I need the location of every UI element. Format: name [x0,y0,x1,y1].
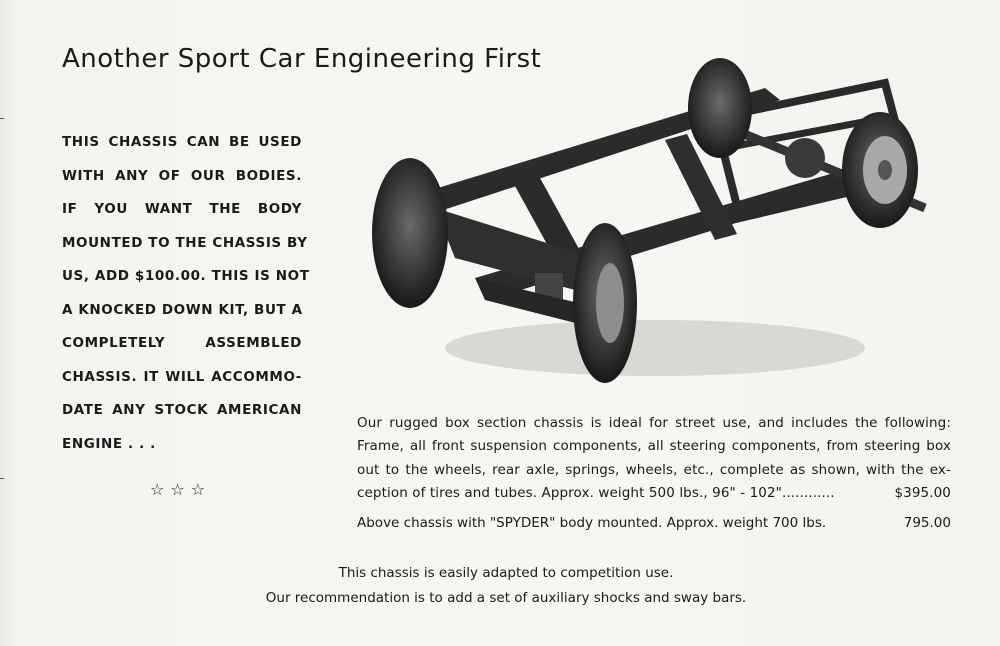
description-line: Frame, all front suspension components, all steering components, from steering box [357,438,951,455]
chassis-price: $395.00 [894,485,951,502]
spyder-option [357,515,951,531]
intro-paragraph [62,126,310,461]
description-price-line [357,482,951,505]
spyder-price: 795.00 [903,515,951,531]
intro-line: A KNOCKED DOWN KIT, BUT A [62,301,303,318]
description-line: ception of tires and tubes. Approx. weight 500 lbs., 96" - 102"............ [357,485,835,502]
intro-line: IF YOU WANT THE BODY [62,201,302,217]
intro-line: WITH ANY OF OUR BODIES. [62,167,302,184]
intro-line: DATE ANY STOCK AMERICAN [62,402,302,418]
rear-left-wheel [688,58,752,158]
chassis-photo [365,48,945,393]
description-paragraph [357,412,951,506]
edge-mark [0,118,4,119]
star-ornament: ☆☆☆ [150,480,212,499]
footer-note: This chassis is easily adapted to competition use. [338,565,674,581]
intro-line: CHASSIS. IT WILL ACCOMMO- [62,368,302,385]
footer-note: Our recommendation is to add a set of auxiliary shocks and sway bars. [265,590,747,606]
edge-mark [0,478,4,479]
description-line: Our rugged box section chassis is ideal for street use, and includes the following: [357,415,951,431]
page-title: Another Sport Car Engineering First [62,44,542,74]
front-hub [596,263,624,343]
intro-line: COMPLETELY ASSEMBLED [62,335,302,351]
intro-line: THIS CHASSIS CAN BE USED [62,134,302,150]
description-line: out to the wheels, rear axle, springs, wheels, etc., complete as shown, with the ex- [357,461,951,478]
spyder-text: Above chassis with "SPYDER" body mounted. Approx. weight 700 lbs. [357,515,827,531]
ground-shadow [445,320,865,376]
front-left-wheel [372,158,448,308]
differential [785,138,825,178]
hub-center [878,160,892,180]
intro-line: MOUNTED TO THE CHASSIS BY [62,234,308,251]
intro-line: US, ADD $100.00. THIS IS NOT [62,268,310,284]
intro-line: ENGINE . . . [62,435,156,452]
